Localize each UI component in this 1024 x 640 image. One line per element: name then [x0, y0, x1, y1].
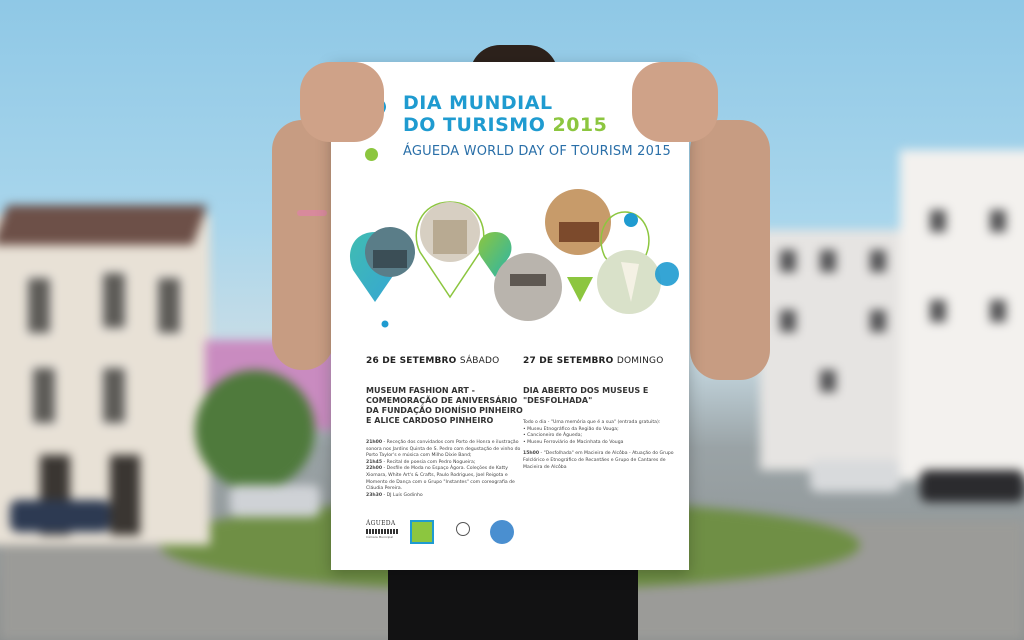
list-item: • Museu Etnográfico da Região do Vouga;	[523, 426, 619, 432]
poster	[331, 62, 689, 570]
day-2-intro: Todo o dia - "Uma memória que é a sua" (entrada gratuita):	[523, 420, 661, 425]
schedule-text: - Recital de poesia com Pedro Nogueira;	[382, 459, 476, 465]
agueda-logo	[366, 520, 398, 539]
blue-circle	[655, 262, 679, 286]
schedule-time: 21h45	[366, 459, 383, 465]
day-2-weekday: DOMINGO	[616, 356, 664, 366]
car	[920, 470, 1024, 502]
window	[100, 270, 128, 331]
united-nations-logo	[490, 520, 514, 544]
photo-detail	[510, 274, 546, 286]
agueda-logo-text: ÁGUEDA	[366, 520, 396, 527]
bracelet	[297, 210, 327, 216]
day-2-schedule	[523, 420, 683, 471]
photo-detail	[433, 220, 467, 254]
building-far-right	[900, 150, 1024, 480]
day-1-date-text: 26 DE SETEMBRO	[366, 356, 460, 366]
tree	[195, 370, 315, 490]
agueda-logo-subtext: Câmara Municipal	[366, 535, 394, 539]
foundation-seal-logo	[456, 522, 470, 536]
schedule-text: - "Desfolhada" em Macieira de Alcôba - Atuação do Grupo Folclórico e Etnográfico de Recantães e Grupo de Cantares de Macieira de Alcôba	[523, 451, 674, 470]
schedule-item	[366, 493, 526, 500]
day-1-event-title: MUSEUM FASHION ART - COMEMORAÇÃO DE ANIVERSÁRIO DA FUNDAÇÃO DIONÍSIO PINHEIRO E ALICE CARDOSO PINHEIRO	[366, 386, 523, 425]
schedule-time: 23h30	[366, 492, 383, 498]
day-1-weekday: SÁBADO	[459, 356, 500, 366]
schedule-time: 22h00	[366, 466, 383, 472]
car	[230, 485, 320, 517]
list-item: • Cancioneiro de Águeda;	[523, 433, 583, 439]
green-dot-icon	[365, 148, 378, 161]
agueda-logo-bars	[366, 529, 398, 534]
window	[25, 275, 53, 336]
poster-subtitle: ÁGUEDA WORLD DAY OF TOURISM 2015	[403, 144, 671, 159]
window	[820, 250, 836, 272]
day-1-date	[366, 356, 526, 366]
schedule-time: 21h00	[366, 440, 383, 445]
window	[100, 365, 128, 426]
window	[780, 250, 796, 272]
tourism-day-logo	[410, 520, 434, 544]
schedule-item	[366, 466, 526, 492]
day-1-schedule	[366, 440, 526, 499]
window	[930, 210, 946, 232]
list-item: • Museu Ferroviário de Macinhata do Vouga	[523, 439, 624, 445]
door	[110, 455, 140, 535]
photo-detail	[559, 222, 599, 242]
poster-title	[403, 92, 607, 136]
window	[870, 250, 886, 272]
sponsor-logos	[366, 520, 666, 550]
day-1-column	[366, 356, 526, 499]
schedule-item	[523, 451, 683, 471]
building-left	[0, 215, 210, 545]
window	[155, 275, 183, 336]
left-hand	[300, 62, 384, 142]
right-arm	[690, 120, 770, 380]
schedule-text: - DJ Luís Godinho	[382, 492, 423, 498]
right-hand	[632, 62, 718, 142]
schedule-text: - Desfile de Moda no Espaço Ágora. Coleções de Katty Xiomara, White Art's & Crafts, Paulo Rodrigues, Joel Reigota e Momento de Dança com o Grupo "Instantes" com coreografia de Cláudia Pereira.	[366, 466, 515, 492]
window	[930, 300, 946, 322]
window	[870, 310, 886, 332]
day-2-event-title: DIA ABERTO DOS MUSEUS E "DESFOLHADA"	[523, 386, 649, 405]
car	[810, 460, 900, 492]
window	[30, 365, 58, 426]
blue-dot	[624, 213, 638, 227]
car	[10, 500, 110, 532]
window	[990, 300, 1006, 322]
window	[990, 210, 1006, 232]
green-triangle	[567, 277, 593, 302]
left-arm	[272, 120, 334, 370]
photo-detail	[373, 250, 407, 268]
day-2-column	[523, 356, 683, 471]
title-line-2	[403, 114, 607, 136]
day-2-date-text: 27 DE SETEMBRO	[523, 356, 617, 366]
schedule-time: 15h00	[523, 451, 540, 457]
schedule-item	[366, 440, 526, 460]
title-year: 2015	[552, 114, 608, 136]
day-2-date	[523, 356, 683, 366]
schedule-text: - Receção dos convidados com Porto de Honra e ilustração sonora nos Jardins Quinta de S. Pedro com degustação de vinho do Porto Taylor's e música com Milho Dixie Band;	[366, 440, 521, 459]
window	[780, 310, 796, 332]
window	[820, 370, 836, 392]
photo-pins-collage	[345, 182, 681, 342]
roof	[0, 205, 207, 245]
photo-balcony-building	[494, 253, 562, 321]
title-line-1: DIA MUNDIAL	[403, 92, 553, 114]
small-blue-dot	[382, 321, 389, 328]
title-line-2-text: DO TURISMO	[403, 114, 553, 136]
